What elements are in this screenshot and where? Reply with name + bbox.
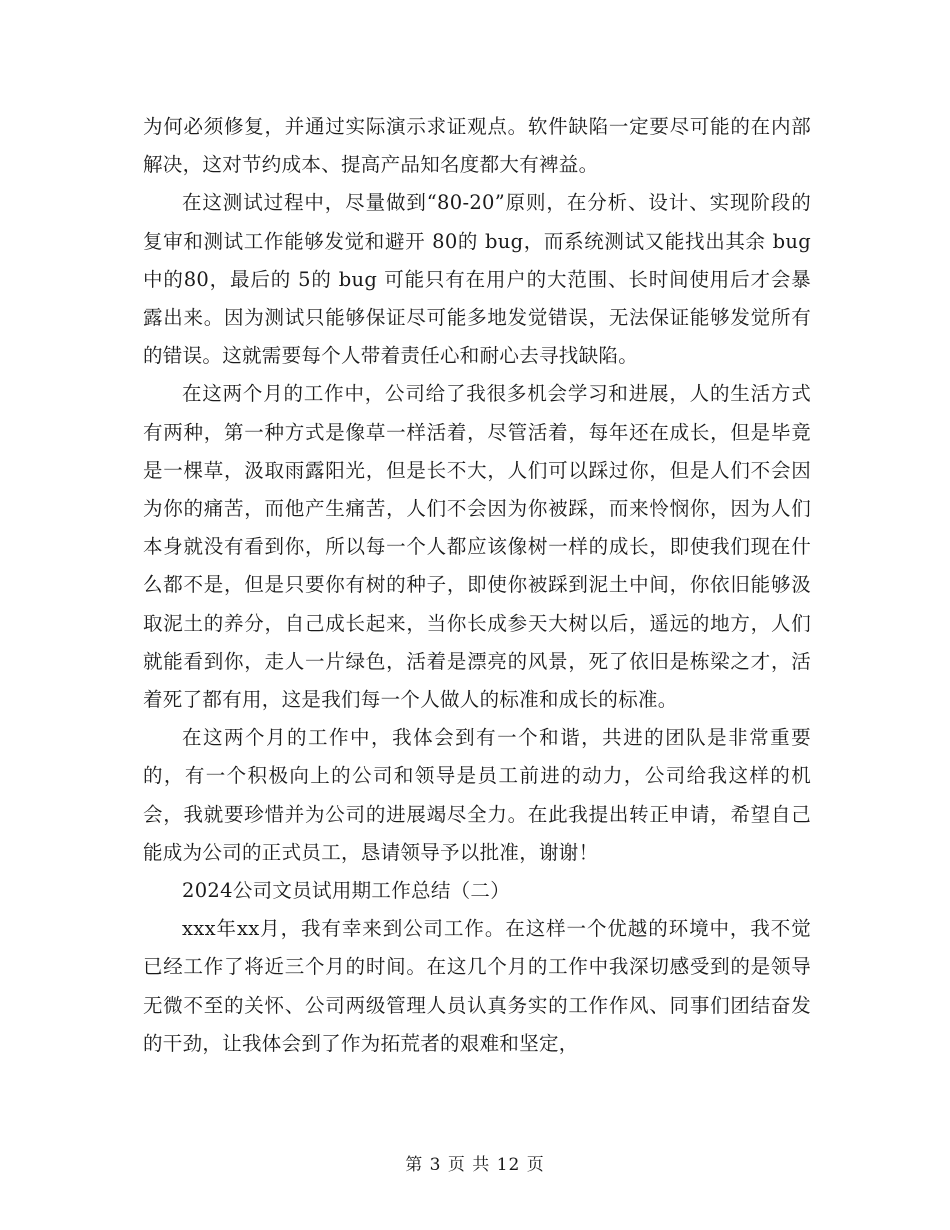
paragraph-3: 在这两个月的工作中，公司给了我很多机会学习和进展，人的生活方式有两种，第一种方式是像草一样活着，尽管活着，每年还在成长，但是毕竟是一棵草，汲取雨露阳光，但是长不大，人们可以踩过你，但是人们不会因为你的痛苦，而他产生痛苦，人们不会因为你被踩，而来怜悯你，因为人们本身就没有看到你，所以每一个人都应该像树一样的成长，即使我们现在什么都不是，但是只要你有树的种子，即使你被踩到泥土中间，你依旧能够汲取泥土的养分，自己成长起来，当你长成参天大树以后，遥远的地方，人们就能看到你，走人一片绿色，活着是漂亮的风景，死了依旧是栋梁之才，活着死了都有用，这是我们每一个人做人的标准和成长的标准。	[143, 382, 811, 712]
paragraph-1: 为何必须修复，并通过实际演示求证观点。软件缺陷一定要尽可能的在内部解决，这对节约成本、提高产品知名度都大有裨益。	[143, 115, 811, 177]
paragraph-5: xxx年xx月，我有幸来到公司工作。在这样一个优越的环境中，我不觉已经工作了将近三个月的时间。在这几个月的工作中我深切感受到的是领导无微不至的关怀、公司两级管理人员认真务实的工作作风、同事们团结奋发的干劲，让我体会到了作为拓荒者的艰难和坚定，	[143, 917, 811, 1055]
section-heading: 2024公司文员试用期工作总结（二）	[182, 879, 511, 903]
document-body	[143, 108, 811, 1063]
paragraph-2: 在这测试过程中，尽量做到“80-20”原则，在分析、设计、实现阶段的复审和测试工作能够发觉和避开 80的 bug，而系统测试又能找出其余 bug 中的80，最后的 5的 bug 可能只有在用户的大范围、长时间使用后才会暴露出来。因为测试只能够保证尽可能多地发觉错误，无法保证能够发觉所有的错误。这就需要每个人带着责任心和耐心去寻找缺陷。	[143, 191, 811, 368]
page-number-footer: 第 3 页 共 12 页	[405, 1155, 545, 1175]
paragraph-4: 在这两个月的工作中，我体会到有一个和谐，共进的团队是非常重要的，有一个积极向上的公司和领导是员工前进的动力，公司给我这样的机会，我就要珍惜并为公司的进展竭尽全力。在此我提出转正申请，希望自己能成为公司的正式员工，恳请领导予以批准，谢谢！	[143, 726, 811, 864]
